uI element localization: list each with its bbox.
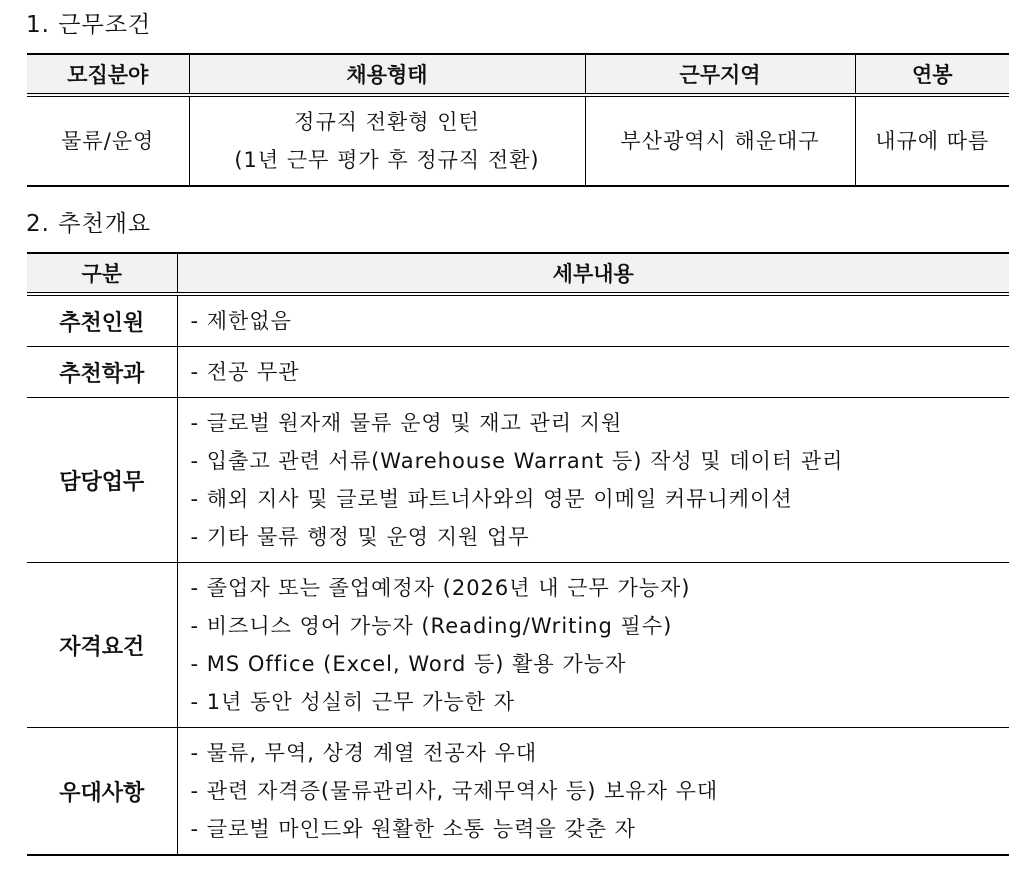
table-row — [27, 728, 1009, 856]
row-content — [177, 398, 1009, 563]
cell-salary: 내규에 따름 — [855, 95, 1009, 186]
detail-line: - 입출고 관련 서류(Warehouse Warrant 등) 작성 및 데이터 관리 — [190, 449, 844, 473]
section-heading-work-conditions: 1. 근무조건 — [26, 12, 152, 38]
header-category: 구분 — [27, 253, 177, 294]
detail-line: - 글로벌 마인드와 원활한 소통 능력을 갖춘 자 — [190, 817, 636, 841]
detail-line: - 졸업자 또는 졸업예정자 (2026년 내 근무 가능자) — [190, 576, 691, 600]
header-recruit-field: 모집분야 — [27, 54, 189, 95]
detail-line: - 관련 자격증(물류관리사, 국제무역사 등) 보유자 우대 — [190, 779, 719, 803]
row-label: 담당업무 — [27, 398, 177, 563]
detail-line: - 기타 물류 행정 및 운영 지원 업무 — [190, 525, 530, 549]
cell-recruit-field: 물류/운영 — [27, 95, 189, 186]
table-row — [27, 347, 1009, 398]
detail-line: - 글로벌 원자재 물류 운영 및 재고 관리 지원 — [190, 411, 623, 435]
header-details: 세부내용 — [177, 253, 1009, 294]
table-header-row — [27, 54, 1009, 95]
table-row — [27, 398, 1009, 563]
detail-line: - 해외 지사 및 글로벌 파트너사와의 영문 이메일 커뮤니케이션 — [190, 487, 793, 511]
row-label: 우대사항 — [27, 728, 177, 856]
employment-type-line: 정규직 전환형 인턴 — [294, 110, 480, 134]
detail-line: - 전공 무관 — [190, 360, 300, 384]
work-conditions-table — [27, 53, 1009, 187]
table-row — [27, 294, 1009, 347]
section-heading-recommendation-overview: 2. 추천개요 — [26, 211, 152, 237]
row-content — [177, 347, 1009, 398]
header-work-location: 근무지역 — [585, 54, 855, 95]
detail-line: - 제한없음 — [190, 309, 292, 333]
row-label: 추천인원 — [27, 294, 177, 347]
header-employment-type: 채용형태 — [189, 54, 585, 95]
header-salary: 연봉 — [855, 54, 1009, 95]
detail-line: - 1년 동안 성실히 근무 가능한 자 — [190, 690, 515, 714]
row-content — [177, 563, 1009, 728]
detail-line: - 비즈니스 영어 가능자 (Reading/Writing 필수) — [190, 614, 673, 638]
detail-line: - MS Office (Excel, Word 등) 활용 가능자 — [190, 652, 627, 676]
row-content — [177, 294, 1009, 347]
row-content — [177, 728, 1009, 856]
table-row — [27, 563, 1009, 728]
recommendation-overview-table — [27, 252, 1009, 856]
row-label: 자격요건 — [27, 563, 177, 728]
detail-line: - 물류, 무역, 상경 계열 전공자 우대 — [190, 741, 538, 765]
employment-type-line: (1년 근무 평가 후 정규직 전환) — [234, 148, 540, 172]
cell-work-location: 부산광역시 해운대구 — [585, 95, 855, 186]
cell-employment-type — [189, 95, 585, 186]
table-header-row — [27, 253, 1009, 294]
table-row — [27, 95, 1009, 186]
row-label: 추천학과 — [27, 347, 177, 398]
